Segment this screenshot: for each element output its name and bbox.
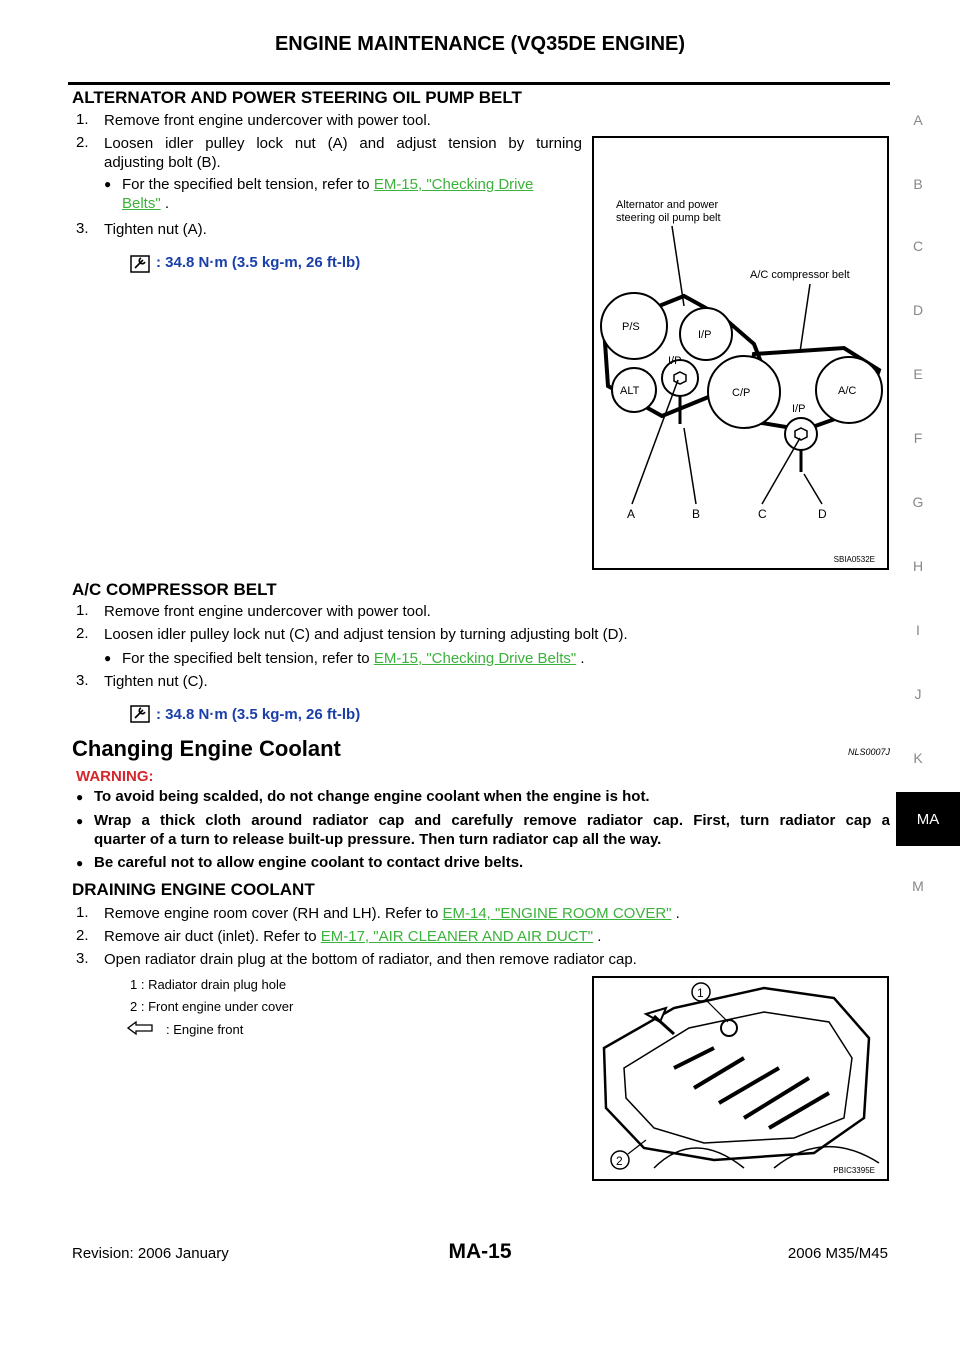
page-header-title: ENGINE MAINTENANCE (VQ35DE ENGINE) — [274, 33, 686, 55]
label-ps: P/S — [622, 321, 640, 333]
step-number: 3. — [76, 672, 89, 689]
label-alt-ps-belt: Alternator and power — [616, 199, 719, 211]
step-number: 1. — [76, 904, 89, 921]
legend-item: 1 : Radiator drain plug hole — [130, 977, 287, 992]
section-title-alternator-belt: ALTERNATOR AND POWER STEERING OIL PUMP BELT — [72, 88, 522, 107]
link-em15-checking-drive-belts-cont[interactable]: Belts" — [122, 195, 161, 212]
side-index-j[interactable]: J — [914, 686, 922, 702]
label-ip-top: I/P — [698, 329, 712, 341]
side-index-g[interactable]: G — [912, 494, 924, 510]
bullet-dot: ● — [76, 814, 84, 828]
step-text: Remove engine room cover (RH and LH). Refer to EM-14, "ENGINE ROOM COVER" . — [104, 905, 680, 922]
side-index-k[interactable]: K — [913, 750, 923, 766]
label-ip-right: I/P — [792, 403, 806, 415]
figure-code: SBIA0532E — [833, 555, 875, 564]
label-alt-ps-belt-line2: steering oil pump belt — [616, 212, 721, 224]
label-ac-belt: A/C compressor belt — [750, 269, 850, 281]
bullet-text: For the specified belt tension, refer to EM-15, "Checking Drive Belts" . — [122, 650, 585, 667]
step-text: Tighten nut (C). — [104, 673, 208, 690]
footer-revision: Revision: 2006 January — [72, 1245, 229, 1262]
step-text: Remove front engine undercover with power tool. — [104, 603, 431, 620]
under-cover-drawing — [594, 978, 887, 1179]
section-title-changing-coolant: Changing Engine Coolant — [72, 736, 341, 761]
side-index-active-ma[interactable]: MA — [896, 792, 960, 846]
belt-routing-diagram — [594, 138, 887, 568]
step-text: Loosen idler pulley lock nut (A) and adjust tension by turning — [104, 135, 582, 152]
side-index-e[interactable]: E — [913, 366, 923, 382]
step-number: 2. — [76, 625, 89, 642]
section-title-draining-coolant: DRAINING ENGINE COOLANT — [72, 880, 315, 899]
bullet-dot: ● — [104, 177, 112, 191]
step-text: Remove air duct (inlet). Refer to EM-17, "AIR CLEANER AND AIR DUCT" . — [104, 928, 602, 945]
side-index-i[interactable]: I — [916, 622, 920, 638]
step-text: Tighten nut (A). — [104, 221, 207, 238]
warning-text: To avoid being scalded, do not change engine coolant when the engine is hot. — [94, 788, 650, 805]
section-title-ac-belt: A/C COMPRESSOR BELT — [72, 580, 277, 599]
side-index-c[interactable]: C — [912, 238, 924, 254]
footer-page-number: MA-15 — [448, 1240, 512, 1263]
link-em14-engine-room-cover[interactable]: EM-14, "ENGINE ROOM COVER" — [442, 905, 672, 922]
torque-wrench-icon — [130, 705, 150, 723]
torque-spec: : 34.8 N·m (3.5 kg-m, 26 ft-lb) — [156, 706, 361, 723]
step-text: Open radiator drain plug at the bottom of radiator, and then remove radiator cap. — [104, 951, 637, 968]
label-c: C — [758, 507, 767, 521]
bullet-dot: ● — [76, 856, 84, 870]
step-text: Remove front engine undercover with power tool. — [104, 112, 431, 129]
label-d: D — [818, 507, 827, 521]
torque-wrench-icon — [130, 255, 150, 273]
label-b: B — [692, 507, 701, 521]
legend-item: : Engine front — [166, 1022, 244, 1037]
step-number: 3. — [76, 220, 89, 237]
belt-diagram-figure — [592, 136, 889, 570]
side-index-a[interactable]: A — [913, 112, 923, 128]
footer-model: 2006 M35/M45 — [787, 1245, 888, 1262]
step-text: Loosen idler pulley lock nut (C) and adjust tension by turning adjusting bolt (D). — [104, 626, 628, 643]
bullet-dot: ● — [104, 651, 112, 665]
label-alt: ALT — [620, 385, 640, 397]
bullet-text: For the specified belt tension, refer to EM-15, "Checking Drive — [122, 176, 534, 193]
warning-label: WARNING: — [76, 768, 154, 785]
side-index-f[interactable]: F — [913, 430, 923, 446]
step-number: 2. — [76, 927, 89, 944]
link-em15-checking-drive-belts[interactable]: EM-15, "Checking Drive — [373, 176, 534, 193]
step-number: 2. — [76, 134, 89, 151]
label-a: A — [627, 507, 636, 521]
bullet-text-cont: Belts" . — [122, 195, 170, 212]
warning-text-cont: quarter of a turn to release built-up pressure. Then turn radiator cap all the way. — [94, 831, 662, 848]
label-ac: A/C — [838, 385, 857, 397]
section-code: NLS0007J — [847, 747, 890, 757]
side-index-d[interactable]: D — [912, 302, 924, 318]
warning-text: Wrap a thick cloth around radiator cap and carefully remove radiator cap. First, turn radiator cap a — [94, 812, 890, 829]
side-index-b[interactable]: B — [913, 176, 923, 192]
under-cover-figure — [592, 976, 889, 1181]
torque-spec: : 34.8 N·m (3.5 kg-m, 26 ft-lb) — [156, 254, 361, 271]
step-number: 3. — [76, 950, 89, 967]
header-rule — [68, 82, 890, 85]
label-ip-mid: I/P — [668, 355, 682, 367]
side-index-h[interactable]: H — [912, 558, 924, 574]
bullet-dot: ● — [76, 790, 84, 804]
callout-2: 2 — [616, 1154, 623, 1168]
legend-item: 2 : Front engine under cover — [130, 999, 294, 1014]
figure-code: PBIC3395E — [833, 1166, 875, 1175]
label-cp: C/P — [732, 387, 751, 399]
side-index-m[interactable]: M — [912, 878, 924, 894]
step-number: 1. — [76, 111, 89, 128]
step-number: 1. — [76, 602, 89, 619]
warning-text: Be careful not to allow engine coolant to contact drive belts. — [94, 854, 524, 871]
engine-front-arrow-icon — [126, 1021, 154, 1035]
callout-1: 1 — [697, 986, 704, 1000]
link-em15-checking-drive-belts[interactable]: EM-15, "Checking Drive Belts" — [373, 650, 577, 667]
link-em17-air-cleaner-and-air-duct[interactable]: EM-17, "AIR CLEANER AND AIR DUCT" — [320, 928, 594, 945]
step-text-cont: adjusting bolt (B). — [104, 154, 221, 171]
